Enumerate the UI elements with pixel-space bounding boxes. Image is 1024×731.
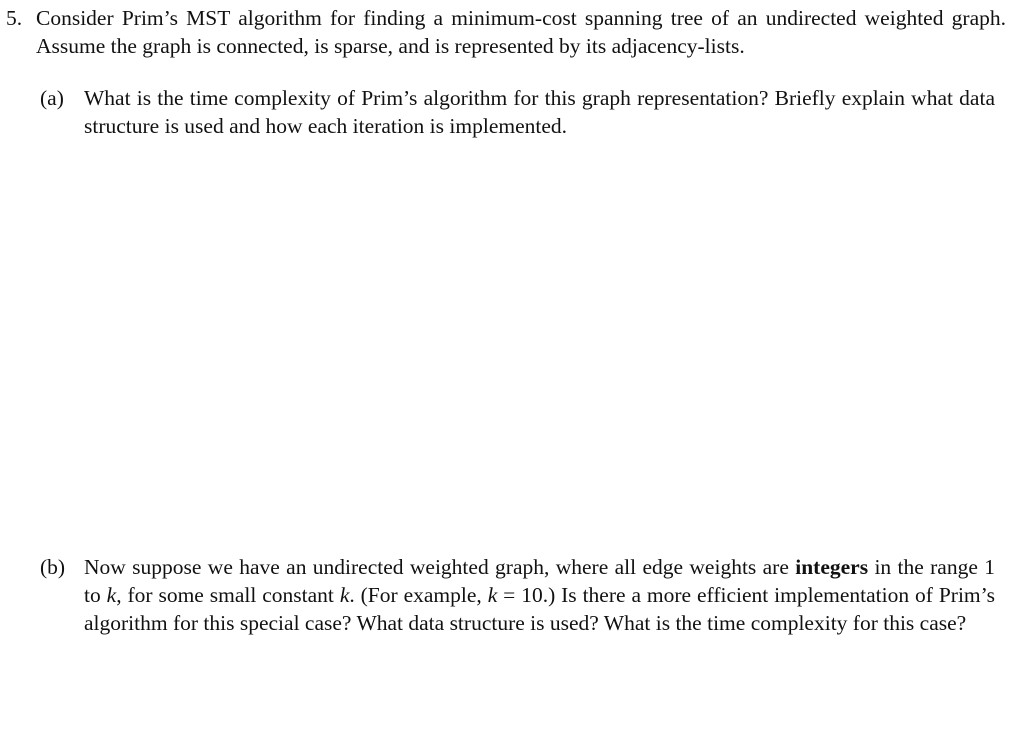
part-b-text-1: Now suppose we have an undirected weighted graph, where all edge weights are <box>84 555 796 579</box>
part-b-text-5: = 10.) Is there a more efficient implementation of Prim’s algorithm for this special case? What data structure is used? What is the time complexity for this case? <box>84 583 995 635</box>
question-number: 5. <box>6 6 23 30</box>
part-b-text-4: . (For example, <box>349 583 488 607</box>
part-b <box>40 553 995 637</box>
var-k: k <box>339 583 350 607</box>
part-b-text-2: in the range 1 to <box>84 555 995 607</box>
part-a <box>40 84 995 140</box>
part-a-text: What is the time complexity of Prim’s algorithm for this graph representation? Briefly explain what data structure is used and how each iteration is implemented. <box>84 86 995 138</box>
part-a-label: (a) <box>40 86 64 110</box>
part-b-text-3: , for some small constant <box>116 583 340 607</box>
part-b-text <box>84 553 995 637</box>
question-5 <box>6 4 1006 60</box>
part-b-bold-integers: integers <box>795 555 869 579</box>
var-k: k <box>106 583 117 607</box>
part-b-label: (b) <box>40 555 66 579</box>
var-k: k <box>487 583 498 607</box>
question-text: Consider Prim’s MST algorithm for finding a minimum-cost spanning tree of an undirected weighted graph. Assume the graph is connected, is sparse, and is represented by its adjacency-lists. <box>36 6 1006 58</box>
